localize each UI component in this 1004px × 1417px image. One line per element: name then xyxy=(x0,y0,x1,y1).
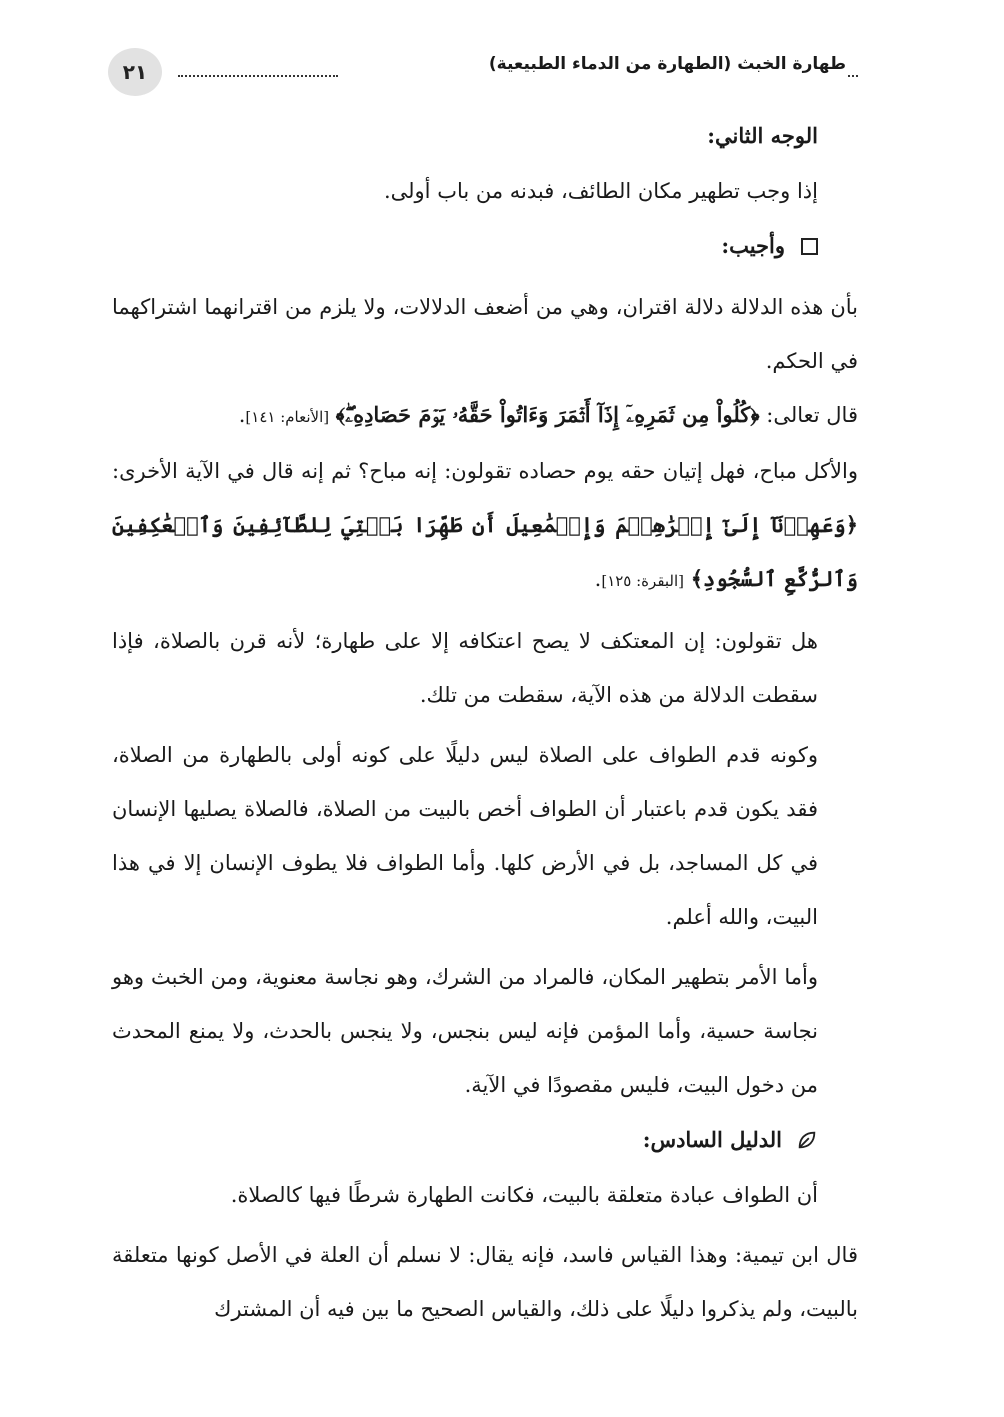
paragraph: وأما الأمر بتطهير المكان، فالمراد من الشرك، وهو نجاسة معنوية، ومن الخبث وهو نجاسة حسية، وأما المؤمن فإنه ليس بنجس، ولا ينجس بالحدث، ولا يمنع المحدث من دخول البيت، فليس مقصودًا في الآية. xyxy=(112,965,818,1097)
verse-end: . xyxy=(238,403,246,427)
section-heading-sixth-evidence xyxy=(112,1112,858,1168)
header-dot-leader xyxy=(178,75,338,77)
main-text xyxy=(112,108,858,1336)
paragraph-text: والأكل مباح، فهل إتيان حقه يوم حصاده تقولون: إنه مباح؟ ثم إنه قال في الآية الأخرى: xyxy=(112,459,858,483)
paragraph: هل تقولون: إن المعتكف لا يصح اعتكافه إلا على طهارة؛ لأنه قرن بالصلاة، فإذا سقطت الدلالة من هذه الآية، سقطت من تلك. xyxy=(112,629,818,707)
running-title: طهارة الخبث (الطهارة من الدماء الطبيعية) xyxy=(488,54,846,74)
verse-intro: قال تعالى: xyxy=(766,403,858,427)
page-header xyxy=(108,48,858,100)
section-heading-answer xyxy=(112,218,858,274)
heading-text: وأجيب: xyxy=(721,233,785,258)
quran-verse: ﴿كُلُواْ مِن ثَمَرِهِۦٓ إِذَآ أَثۡمَرَ وَءَاتُواْ حَقَّهُۥ يَوۡمَ حَصَادِهِۦۖ﴾ xyxy=(335,402,760,427)
leaf-ornament-icon xyxy=(796,1129,818,1151)
paragraph: وكونه قدم الطواف على الصلاة ليس دليلًا على كونه أولى بالطهارة من الصلاة، فقد يكون قدم باعتبار أن الطواف أخص بالبيت من الصلاة، فالصلاة يصليها الإنسان في كل المساجد، بل في الأرض كلها. وأما الطواف فلا يطوف الإنسان إلا في هذا البيت، والله أعلم. xyxy=(112,743,818,929)
verse-end: . xyxy=(594,567,602,591)
checkbox-square-icon xyxy=(801,238,818,255)
header-dot-leader-end xyxy=(848,75,858,77)
page-number: ٢١ xyxy=(108,48,162,96)
paragraph: أن الطواف عبادة متعلقة بالبيت، فكانت الطهارة شرطًا فيها كالصلاة. xyxy=(230,1183,818,1207)
paragraph: إذا وجب تطهير مكان الطائف، فبدنه من باب أولى. xyxy=(383,179,818,203)
paragraph: قال ابن تيمية: وهذا القياس فاسد، فإنه يقال: لا نسلم أن العلة في الأصل كونها متعلقة بالبيت، ولم يذكروا دليلًا على ذلك، والقياس الصحيح ما بين فيه أن المشترك xyxy=(112,1243,858,1321)
paragraph-verse-baqarah xyxy=(112,444,858,608)
verse-reference: [الأنعام: ١٤١] xyxy=(245,408,330,426)
heading-text: الدليل السادس: xyxy=(642,1127,782,1152)
paragraph: بأن هذه الدلالة دلالة اقتران، وهي من أضعف الدلالات، ولا يلزم من اقترانهما اشتراكهما في الحكم. xyxy=(112,295,858,373)
paragraph-verse-anam xyxy=(112,388,858,444)
verse-reference: [البقرة: ١٢٥] xyxy=(601,572,685,590)
heading-text: الوجه الثاني: xyxy=(707,123,818,148)
section-heading-second-aspect xyxy=(112,108,858,164)
quran-verse: ﴿وَعَهِدۡنَآ إِلَىٰٓ إِبۡرَٰهِـۧمَ وَإِسۡمَٰعِيلَ أَن طَهِّرَا بَيۡتِيَ لِلطَّآئِفِينَ وَٱلۡعَٰكِفِينَ وَٱلرُّكَّعِ ٱلسُّجُودِ﴾ xyxy=(112,512,858,591)
